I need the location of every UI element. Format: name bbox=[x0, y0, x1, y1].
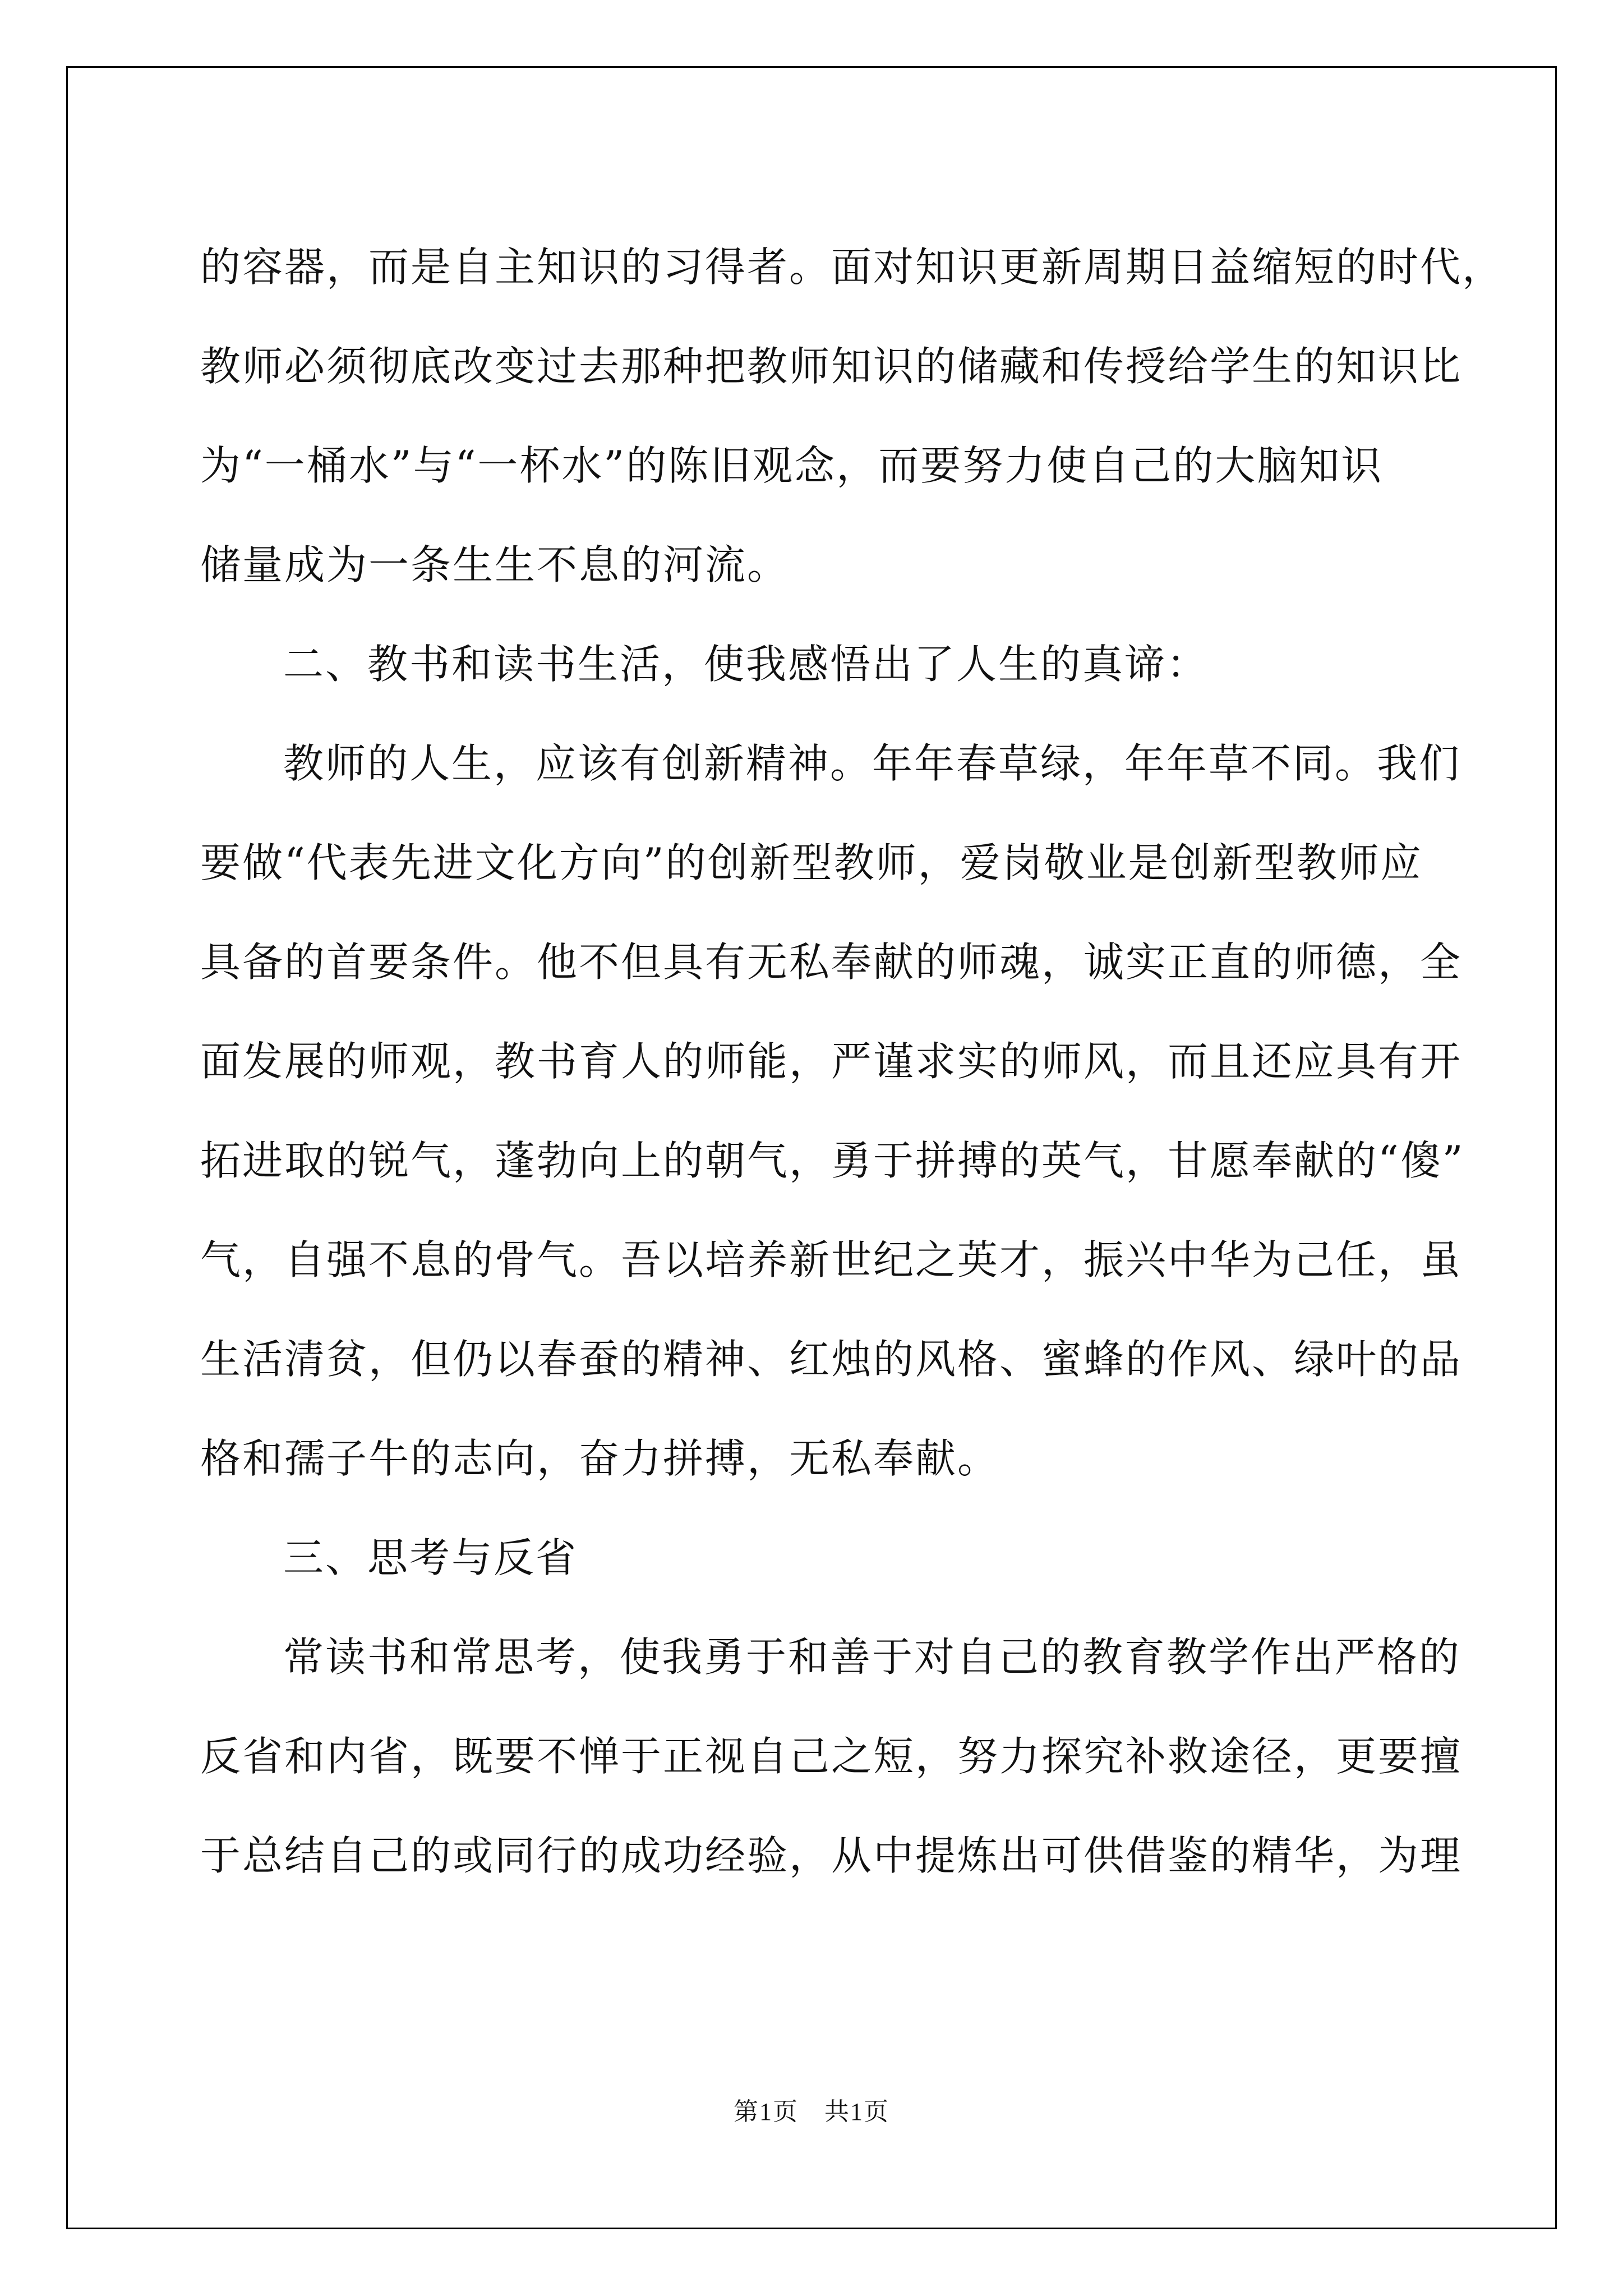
text-line: 教师的人生，应该有创新精神。年年春草绿，年年草不同。我们 bbox=[283, 740, 1461, 787]
text-line: 气，自强不息的骨气。吾以培养新世纪之英才，振兴中华为己任，虽 bbox=[200, 1236, 1463, 1283]
text-line: 拓进取的锐气，蓬勃向上的朝气，勇于拼搏的英气，甘愿奉献的“傻” bbox=[200, 1137, 1465, 1184]
text-line: 储量成为一条生生不息的河流。 bbox=[200, 541, 790, 588]
text-line: 于总结自己的或同行的成功经验，从中提炼出可供借鉴的精华，为理 bbox=[200, 1832, 1463, 1879]
document-body bbox=[200, 218, 1505, 1906]
text-line: 格和孺子牛的志向，奋力拼搏，无私奉献。 bbox=[200, 1435, 1000, 1482]
text-line: 的容器，而是自主知识的习得者。面对知识更新周期日益缩短的时代， bbox=[200, 243, 1505, 291]
text-line: 生活清贫，但仍以春蚕的精神、红烛的风格、蜜蜂的作风、绿叶的品 bbox=[200, 1336, 1463, 1383]
text-line: 为“一桶水”与“一杯水”的陈旧观念，而要努力使自己的大脑知识 bbox=[200, 442, 1384, 489]
text-line: 反省和内省，既要不惮于正视自己之短，努力探究补救途径，更要擅 bbox=[200, 1733, 1463, 1780]
text-line: 常读书和常思考，使我勇于和善于对自己的教育教学作出严格的 bbox=[283, 1634, 1461, 1681]
text-line: 要做“代表先进文化方向”的创新型教师，爱岗敬业是创新型教师应 bbox=[200, 839, 1423, 886]
page-footer: 第1页 共1页 bbox=[734, 2098, 889, 2125]
text-line: 具备的首要条件。他不但具有无私奉献的师魂，诚实正直的师德，全 bbox=[200, 938, 1463, 986]
text-line: 面发展的师观，教书育人的师能，严谨求实的师风，而且还应具有开 bbox=[200, 1038, 1463, 1085]
section-heading: 二、教书和读书生活，使我感悟出了人生的真谛： bbox=[283, 641, 1209, 688]
text-line: 教师必须彻底改变过去那种把教师知识的储藏和传授给学生的知识比 bbox=[200, 343, 1463, 390]
section-heading: 三、思考与反省 bbox=[283, 1534, 578, 1581]
